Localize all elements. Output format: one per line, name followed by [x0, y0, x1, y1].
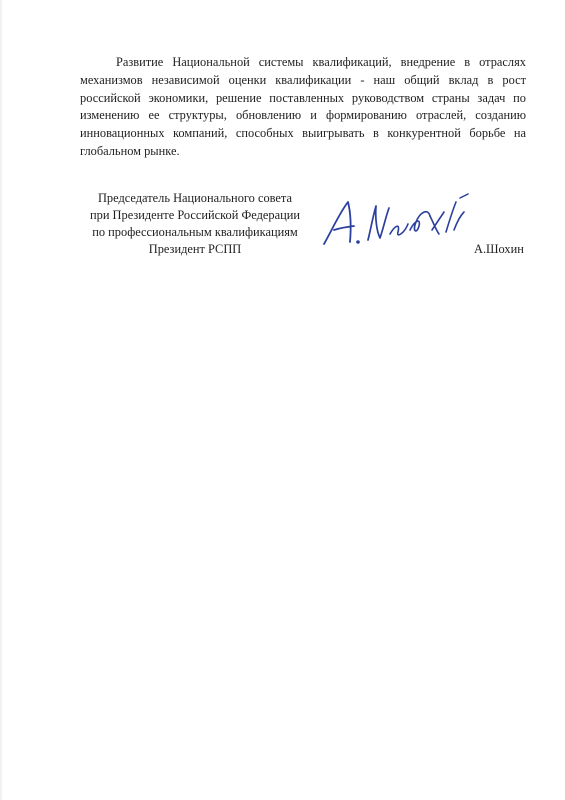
scan-edge-shadow [0, 0, 3, 800]
signatory-title-block [70, 190, 320, 258]
handwritten-signature [318, 190, 478, 252]
signatory-title-line: Председатель Национального совета [97, 191, 292, 205]
body-paragraph: Развитие Национальной системы квалификаций, внедрение в отраслях механизмов независимой оценки квалификации - наш общий вклад в рост российской экономики, решение поставленных руководством страны задач по изменению ее структуры, обновлению и формированию отраслей, созданию инновационных компаний, способных выигрывать в конкурентной борьбе на глобальном рынке. [80, 55, 526, 158]
signatory-title-line: Президент РСПП [148, 242, 242, 256]
signatory-name: А.Шохин [474, 242, 524, 256]
signatory-title-line: по профессиональным квалификациям [92, 225, 298, 239]
signatory-title-line: при Президенте Российской Федерации [90, 208, 300, 222]
